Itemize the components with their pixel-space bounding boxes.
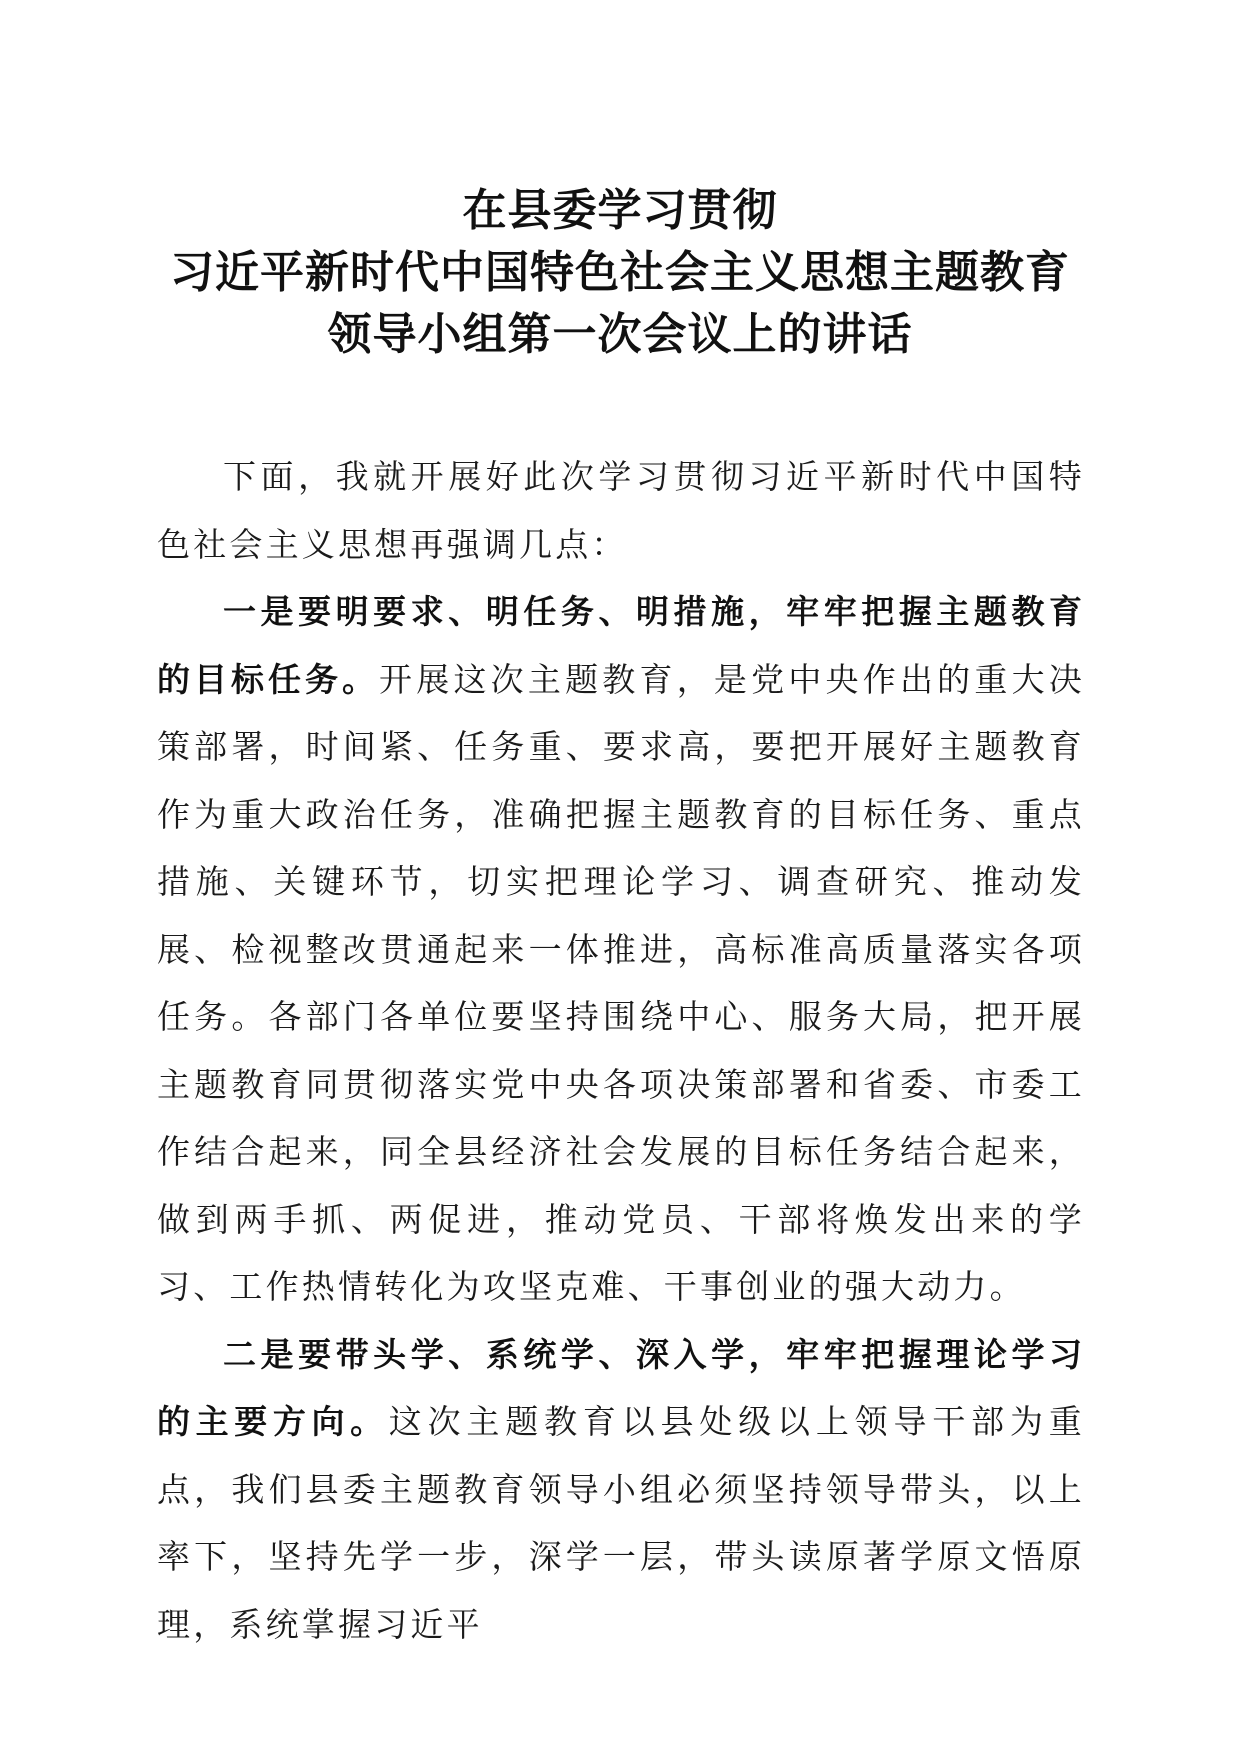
paragraph-text: 这次主题教育以县处级以上领导干部为重点，我们县委主题教育领导小组必须坚持领导带头，以上率下，坚持先学一步，深学一层，带头读原著学原文悟原理，系统掌握习近平 (157, 1402, 1086, 1644)
paragraph-lead: 一是要明要求、明任务、明措施，牢牢把握主题教育的目标任务。 (157, 592, 1085, 699)
paragraph-text: 下面，我就开展好此次学习贯彻习近平新时代中国特色社会主义思想再强调几点： (157, 457, 1085, 564)
paragraph-point-1 (157, 578, 1085, 1321)
paragraph-intro (157, 443, 1085, 578)
document-body (157, 443, 1085, 1658)
paragraph-lead: 二是要带头学、系统学、深入学，牢牢把握理论学习的主要方向。 (157, 1334, 1085, 1441)
paragraph-point-2 (157, 1321, 1085, 1659)
paragraph-text: 开展这次主题教育，是党中央作出的重大决策部署，时间紧、任务重、要求高，要把开展好主题教育作为重大政治任务，准确把握主题教育的目标任务、重点措施、关键环节，切实把理论学习、调查研究、推动发展、检视整改贯通起来一体推进，高标准高质量落实各项任务。各部门各单位要坚持围绕中心、服务大局，把开展主题教育同贯彻落实党中央各项决策部署和省委、市委工作结合起来，同全县经济社会发展的目标任务结合起来，做到两手抓、两促进，推动党员、干部将焕发出来的学习、工作热情转化为攻坚克难、干事创业的强大动力。 (157, 659, 1085, 1306)
title-line-2: 习近平新时代中国特色社会主义思想主题教育 (170, 247, 1070, 298)
title-line-1: 在县委学习贯彻 (462, 185, 778, 236)
document-title (120, 180, 1120, 366)
title-line-3: 领导小组第一次会议上的讲话 (327, 309, 913, 360)
